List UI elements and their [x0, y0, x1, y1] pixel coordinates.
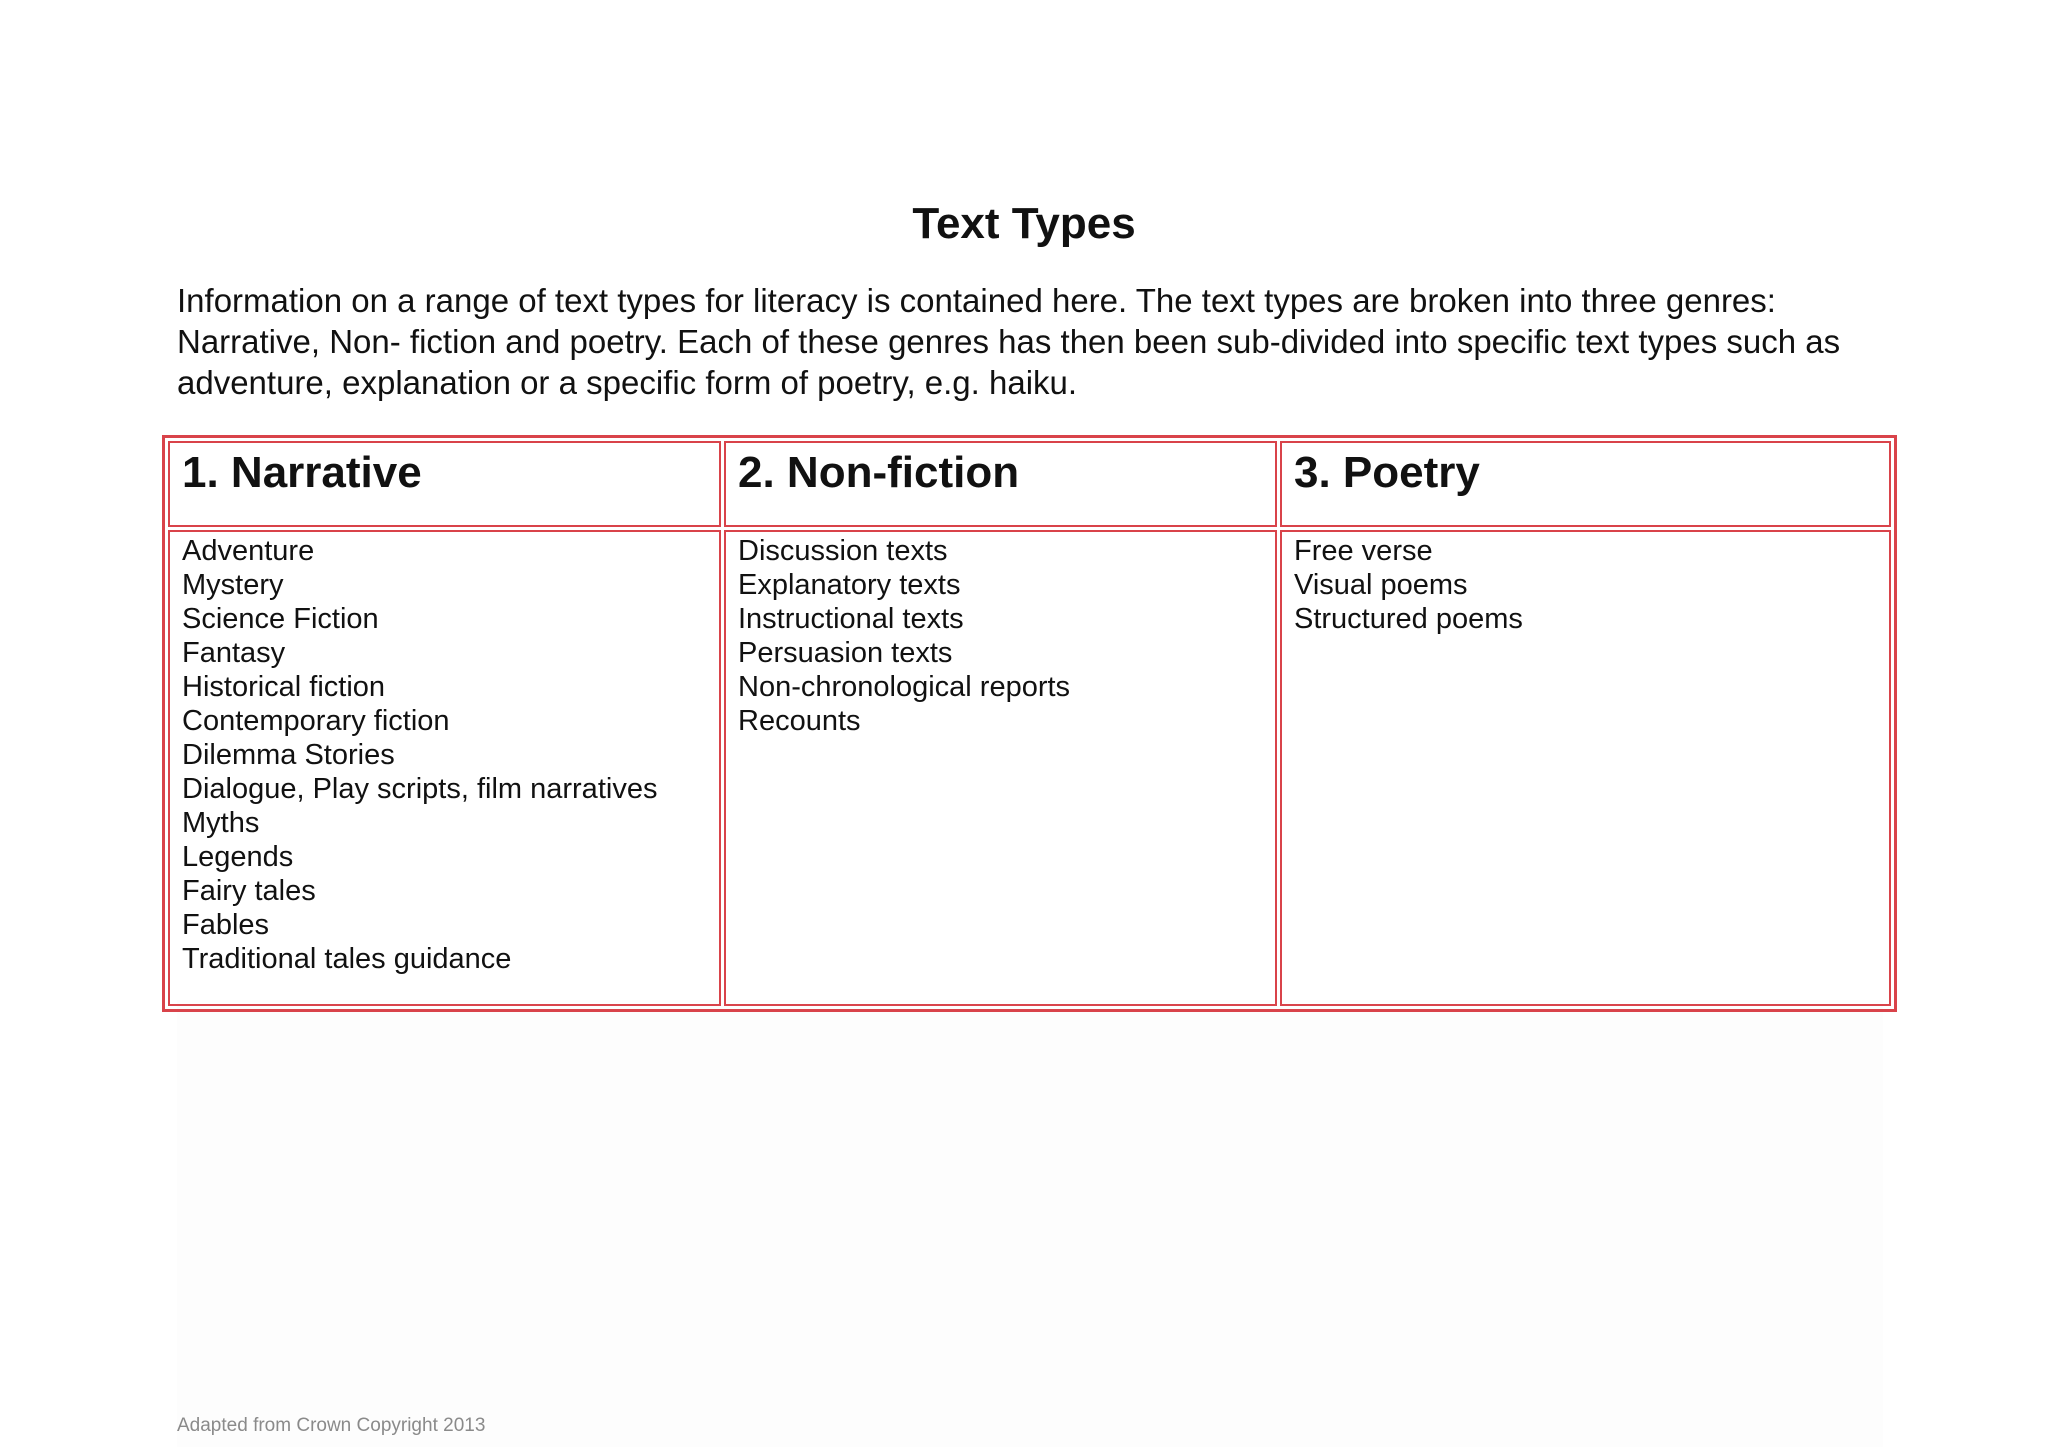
text-type-item: Legends: [182, 841, 294, 873]
text-type-item: Explanatory texts: [738, 569, 961, 601]
poetry-heading: 3. Poetry: [1280, 441, 1891, 527]
text-type-item: Fairy tales: [182, 875, 316, 907]
genre-header-row: [168, 441, 1891, 527]
text-type-item: Traditional tales guidance: [182, 943, 512, 975]
genre-table: [162, 435, 1897, 1012]
nonfiction-list: [738, 534, 1263, 738]
genre-items-row: [168, 530, 1891, 1006]
background-panel: [177, 1000, 1883, 1447]
text-type-item: Mystery: [182, 569, 284, 601]
text-type-item: Structured poems: [1294, 603, 1523, 635]
poetry-list: [1294, 534, 1877, 636]
text-type-item: Discussion texts: [738, 535, 948, 567]
narrative-heading: 1. Narrative: [168, 441, 721, 527]
text-type-item: Fantasy: [182, 637, 286, 669]
text-type-item: Dialogue, Play scripts, film narratives: [182, 773, 658, 805]
text-type-item: Historical fiction: [182, 671, 386, 703]
text-type-item: Dilemma Stories: [182, 739, 395, 771]
text-type-item: Fables: [182, 909, 270, 941]
nonfiction-heading: 2. Non-fiction: [724, 441, 1277, 527]
text-type-item: Myths: [182, 807, 260, 839]
text-type-item: Recounts: [738, 705, 861, 737]
intro-paragraph: Information on a range of text types for literacy is contained here. The text types are broken into three genres: Narrative, Non- fiction and poetry. Each of these genres has then been sub-divided into specific text types such as adventure, explanation or a specific form of poetry, e.g. haiku.: [177, 282, 1841, 401]
text-type-item: Contemporary fiction: [182, 705, 450, 737]
copyright-footer: Adapted from Crown Copyright 2013: [177, 1415, 486, 1436]
text-type-item: Visual poems: [1294, 569, 1468, 601]
poetry-cell: [1280, 530, 1891, 1006]
text-type-item: Science Fiction: [182, 603, 379, 635]
text-type-item: Free verse: [1294, 535, 1433, 567]
text-type-item: Instructional texts: [738, 603, 964, 635]
narrative-list: [182, 534, 707, 976]
text-type-item: Adventure: [182, 535, 315, 567]
nonfiction-cell: [724, 530, 1277, 1006]
narrative-cell: [168, 530, 721, 1006]
page-title: Text Types: [912, 199, 1136, 248]
text-type-item: Persuasion texts: [738, 637, 953, 669]
text-type-item: Non-chronological reports: [738, 671, 1071, 703]
